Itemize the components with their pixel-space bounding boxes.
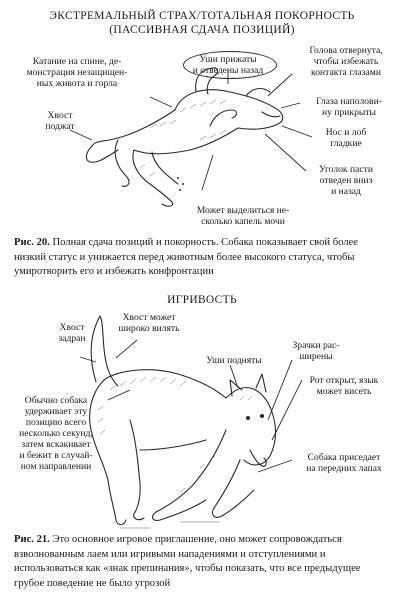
figure1-title-line2: (ПАССИВНАЯ СДАЧА ПОЗИЦИЙ) [109,24,295,36]
label-nose-smooth: Нос и лоб гладкие [325,127,367,149]
label-front-crouch: Собака приседает на передних лапах [306,452,382,474]
label-tail-raised: Хвост задран [58,322,86,344]
figure1-title-line1: ЭКСТРЕМАЛЬНЫЙ СТРАХ/ТОТАЛЬНАЯ ПОКОРНОСТЬ [49,10,355,22]
figure2-caption-text: Это основное игровое приглашение, оно может сопровождаться взволнованным лаем или игривыми нападениями и отступлениями и использоваться как «знак препинания», чтобы показать, что все предыдущее грубое поведение не было угрозой [14,534,361,589]
figure1-caption-number: Рис. 20. [14,237,50,248]
label-pupils-dilated: Зрачки рас- ширены [292,340,340,362]
label-eyes-half-closed: Глаза наполови- ну прикрыты [316,96,382,118]
label-mouth-open: Рот открыт, язык может висеть [309,375,379,397]
figure2-title: ИГРИВОСТЬ [167,294,237,306]
label-ears-raised: Уши подняты [206,355,262,366]
label-ears-back: Уши прижаты и отведены назад [192,54,264,76]
label-mouth-corner: Уголок пасти отведен вниз и назад [319,164,373,197]
figure1-caption [14,236,392,280]
label-urine: Может выделиться не- сколько капель мочи [196,205,290,227]
label-tail-tucked: Хвост поджат [45,110,75,132]
figure2-caption-number: Рис. 21. [14,534,50,545]
label-belly-exposed: Катание на спине, де- монстрация незащищен- ных живота и горла [26,56,128,89]
figure1-caption-text: Полная сдача позиций и покорность. Собака показывает свой более низкий статус и унижается перед животным более высокого статуса, чтобы умиротворить его и избежать конфронтации [14,237,358,277]
label-pose-duration: Обычно собака удерживает эту позицию всего несколько секунд, затем вскакивает и бежит в случай- ном направлении [19,395,93,472]
label-tail-wagging: Хвост может широко вилять [118,312,180,334]
label-head-turned: Голова отвернута, чтобы избежать контакта глазами [309,45,383,78]
figure2-caption [14,533,392,591]
